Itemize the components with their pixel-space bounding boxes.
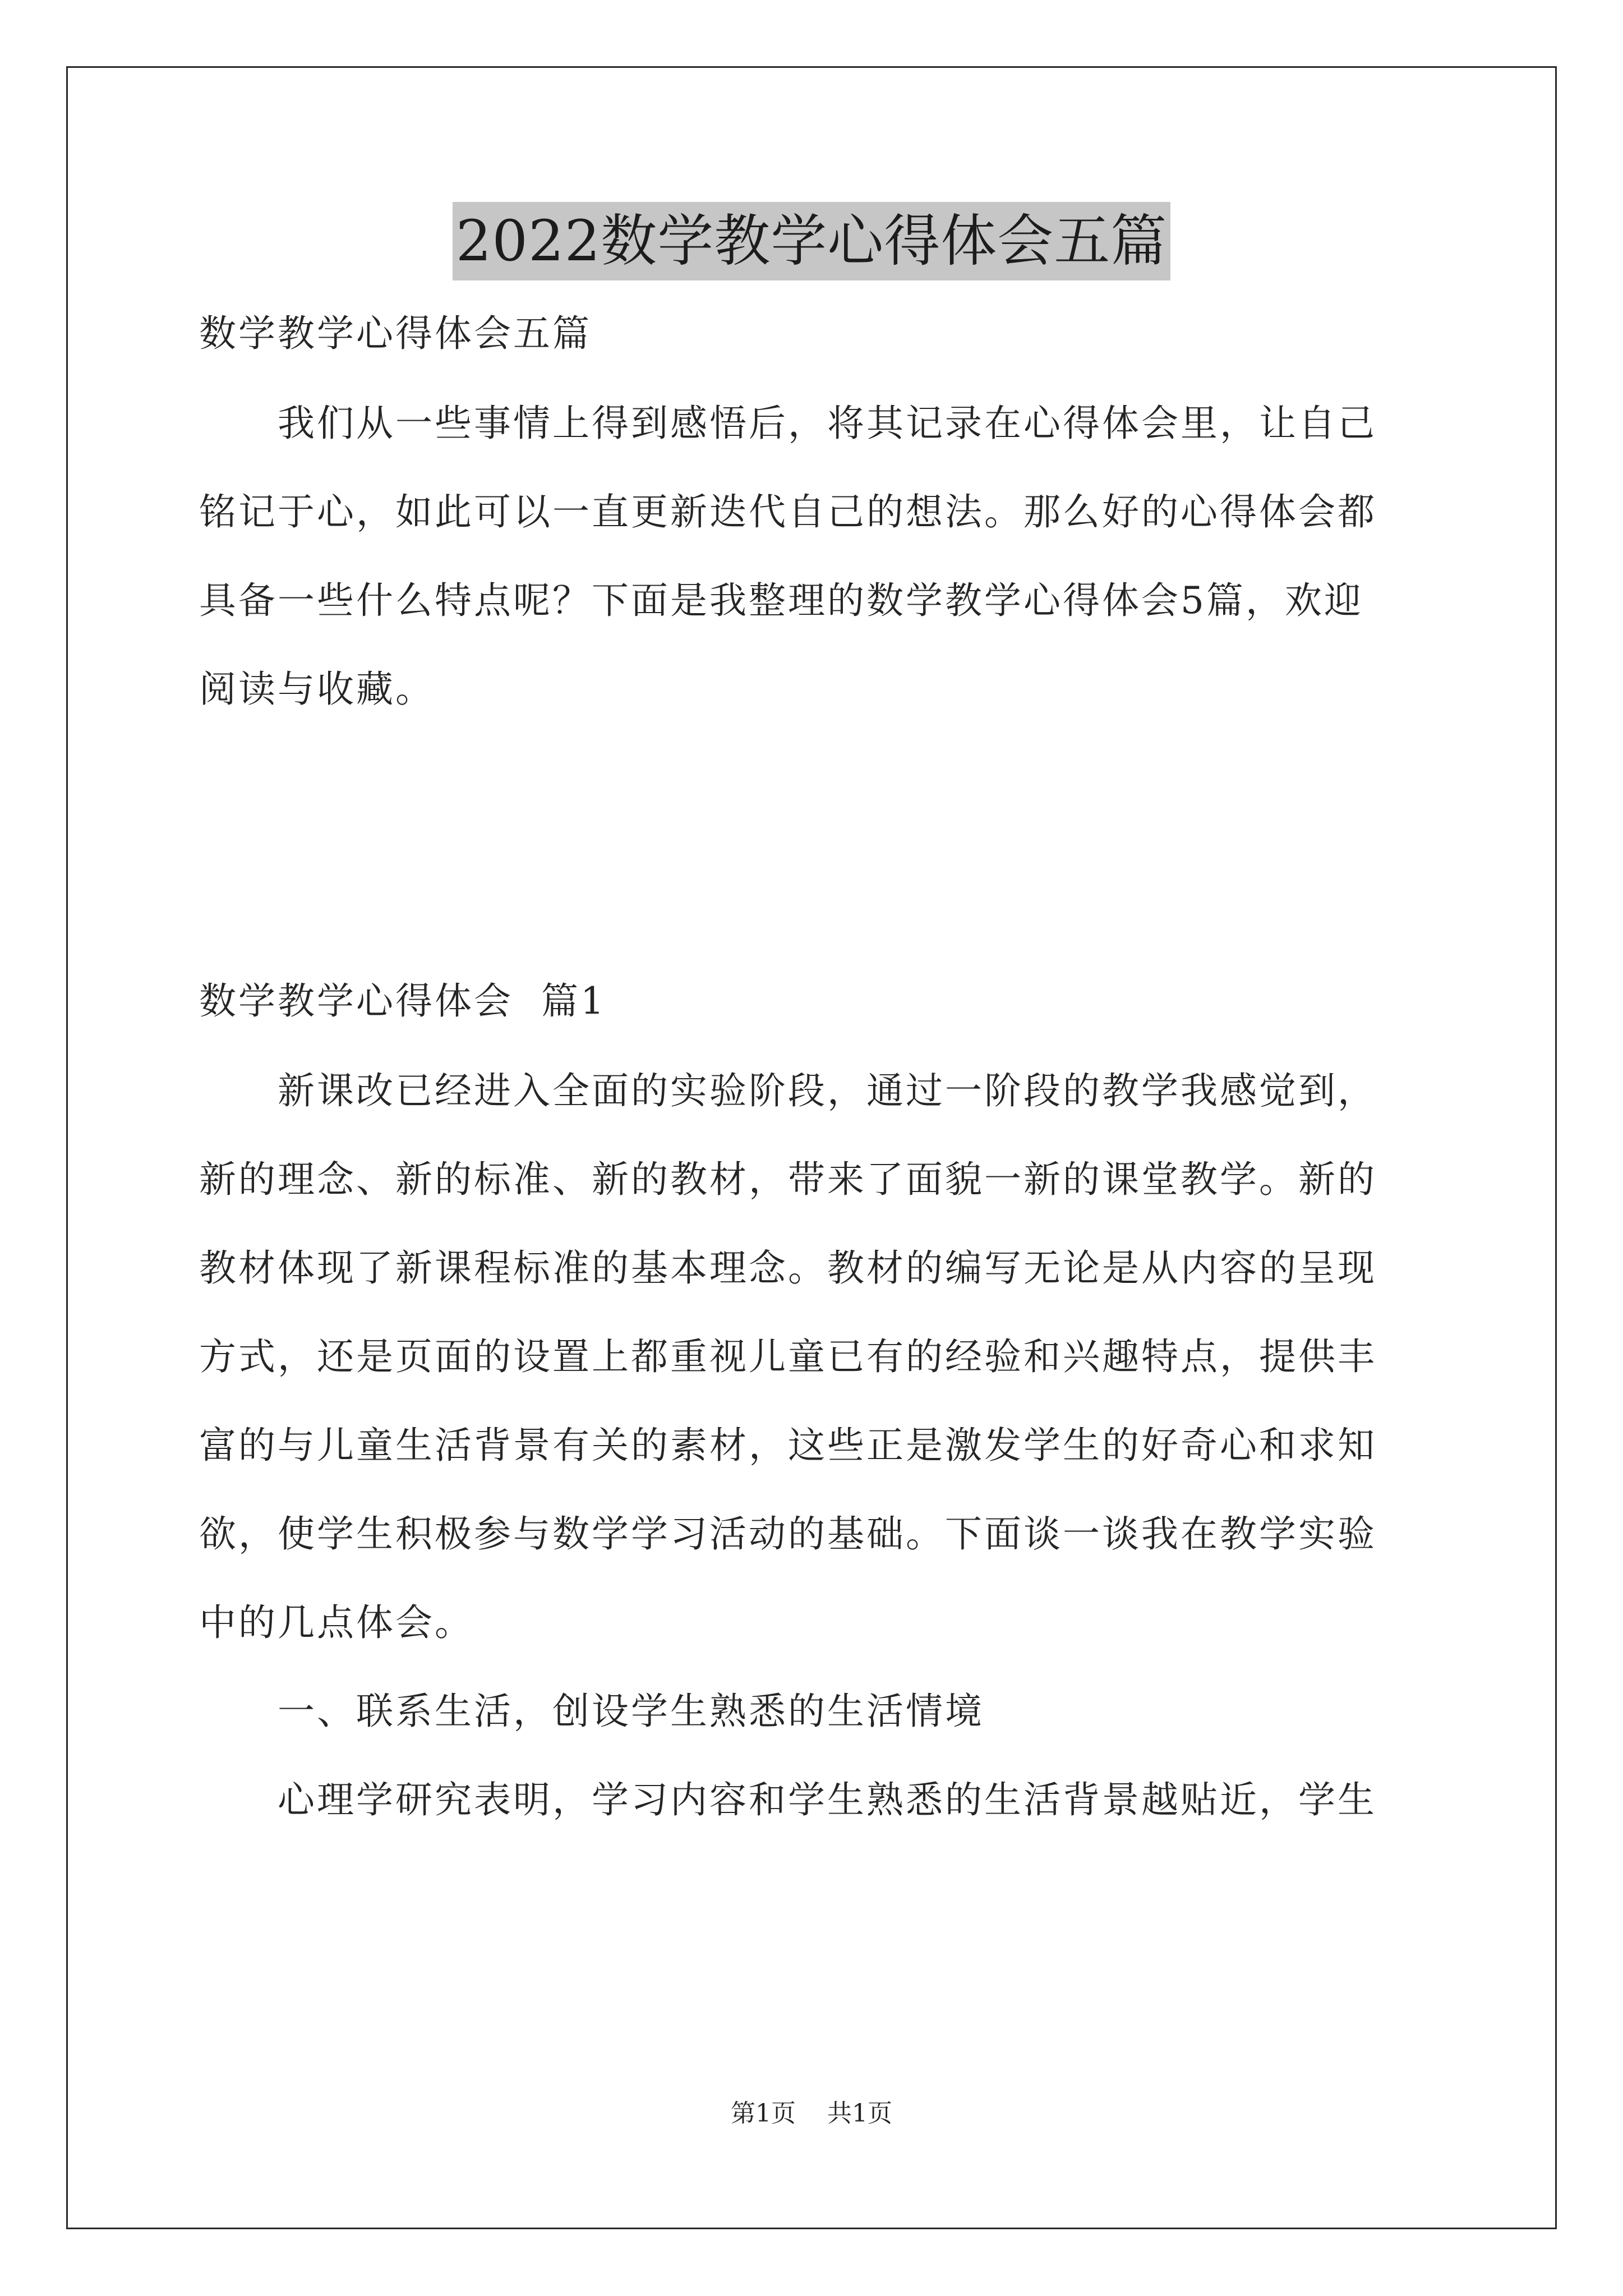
point-body-line-1: 心理学研究表明，学习内容和学生熟悉的生活背景越贴近，学生 [278,1778,1377,1821]
section-line-6: 欲，使学生积极参与数学学习活动的基础。下面谈一谈我在教学实验 [199,1512,1377,1556]
intro-line-1: 我们从一些事情上得到感悟后，将其记录在心得体会里，让自己 [278,402,1377,445]
section-line-3: 教材体现了新课程标准的基本理念。教材的编写无论是从内容的呈现 [199,1246,1377,1290]
intro-line-3: 具备一些什么特点呢？下面是我整理的数学教学心得体会5篇，欢迎 [199,579,1363,622]
page-number-total: 共1页 [827,2099,892,2128]
page-footer [0,2097,1623,2131]
section-line-7: 中的几点体会。 [199,1601,474,1644]
section-heading: 数学教学心得体会 篇1 [199,979,606,1023]
page-border [66,66,1557,2229]
intro-line-2: 铭记于心，如此可以一直更新迭代自己的想法。那么好的心得体会都 [199,490,1377,533]
point-heading: 一、联系生活，创设学生熟悉的生活情境 [278,1690,984,1733]
section-line-1: 新课改已经进入全面的实验阶段，通过一阶段的教学我感觉到， [278,1069,1377,1112]
section-line-5: 富的与儿童生活背景有关的素材，这些正是激发学生的好奇心和求知 [199,1424,1377,1467]
page-number-current: 第1页 [731,2099,796,2128]
document-title: 2022数学教学心得体会五篇 [453,202,1171,280]
section-line-4: 方式，还是页面的设置上都重视儿童已有的经验和兴趣特点，提供丰 [199,1335,1377,1378]
section-line-2: 新的理念、新的标准、新的教材，带来了面貌一新的课堂教学。新的 [199,1158,1377,1201]
document-subtitle: 数学教学心得体会五篇 [199,312,592,355]
intro-line-4: 阅读与收藏。 [199,668,435,711]
title-container [0,202,1623,280]
